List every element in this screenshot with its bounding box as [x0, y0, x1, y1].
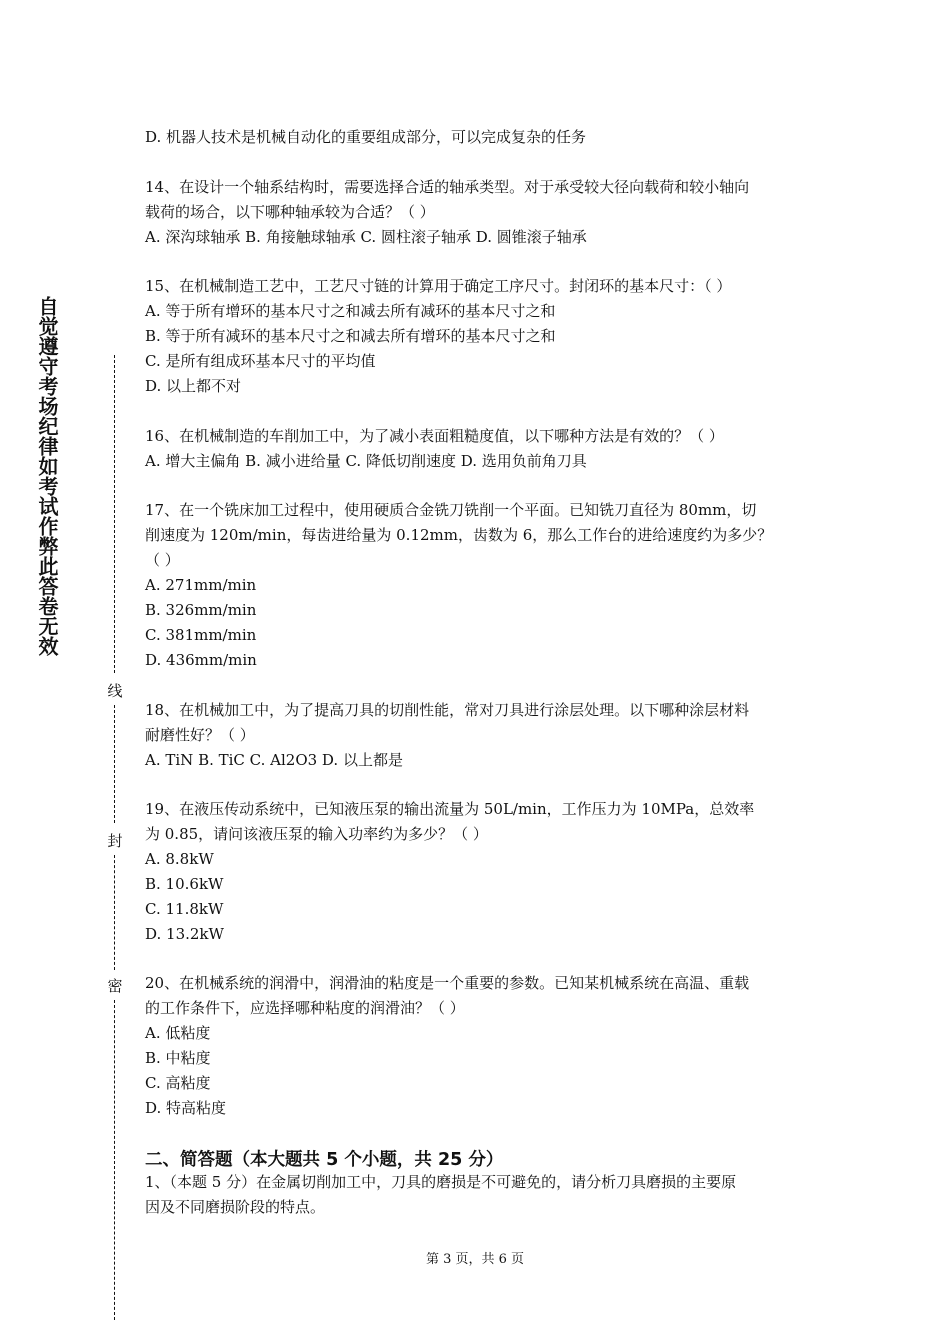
q16-options: A. 增大主偏角 B. 减小进给量 C. 降低切削速度 D. 选用负前角刀具 [145, 452, 587, 470]
exam-discipline-warning: 自觉遵守考场纪律如考试作弊此答卷无效 [35, 296, 59, 656]
q17-stem-line2: 削速度为 120m/min，每齿进给量为 0.12mm，齿数为 6，那么工作台的进给速度约为多少？ [145, 526, 773, 544]
q14-options: A. 深沟球轴承 B. 角接触球轴承 C. 圆柱滚子轴承 D. 圆锥滚子轴承 [145, 228, 587, 246]
q19-option-b: B. 10.6kW [145, 875, 224, 893]
q18-options: A. TiN B. TiC C. Al2O3 D. 以上都是 [145, 751, 403, 769]
q17-option-a: A. 271mm/min [145, 576, 257, 594]
q18-stem-line1: 18、在机械加工中，为了提高刀具的切削性能，常对刀具进行涂层处理。以下哪种涂层材料 [145, 701, 750, 719]
q15-option-c: C. 是所有组成环基本尺寸的平均值 [145, 352, 376, 370]
q15-option-d: D. 以上都不对 [145, 377, 242, 395]
q20-option-c: C. 高粘度 [145, 1074, 211, 1092]
binding-label-xian: 线 [107, 682, 123, 700]
q19-stem-line2: 为 0.85，请问该液压泵的输入功率约为多少？（ ） [145, 825, 488, 843]
q15-stem: 15、在机械制造工艺中，工艺尺寸链的计算用于确定工序尺寸。封闭环的基本尺寸：（ ） [145, 277, 732, 295]
short-answer-q1-line1: 1、（本题 5 分）在金属切削加工中，刀具的磨损是不可避免的，请分析刀具磨损的主要原 [145, 1173, 737, 1191]
binding-label-mi: 密 [107, 977, 123, 995]
q17-stem-line3: （ ） [145, 551, 180, 569]
q13-option-d: D. 机器人技术是机械自动化的重要组成部分，可以完成复杂的任务 [145, 128, 587, 146]
q15-option-a: A. 等于所有增环的基本尺寸之和减去所有减环的基本尺寸之和 [145, 302, 556, 320]
binding-dashed-line [114, 855, 115, 970]
q20-stem-line2: 的工作条件下，应选择哪种粘度的润滑油？（ ） [145, 999, 465, 1017]
binding-dashed-line [114, 1000, 115, 1320]
binding-dashed-line [114, 355, 115, 673]
q15-option-b: B. 等于所有减环的基本尺寸之和减去所有增环的基本尺寸之和 [145, 327, 556, 345]
q19-option-a: A. 8.8kW [145, 850, 214, 868]
q17-stem-line1: 17、在一个铣床加工过程中，使用硬质合金铣刀铣削一个平面。已知铣刀直径为 80mm，切 [145, 501, 757, 519]
page-number: 第 3 页，共 6 页 [425, 1252, 525, 1267]
q20-option-d: D. 特高粘度 [145, 1099, 227, 1117]
q19-option-c: C. 11.8kW [145, 900, 224, 918]
q19-stem-line1: 19、在液压传动系统中，已知液压泵的输出流量为 50L/min，工作压力为 10MPa，总效率 [145, 800, 755, 818]
q16-stem: 16、在机械制造的车削加工中，为了减小表面粗糙度值，以下哪种方法是有效的？（ ） [145, 427, 724, 445]
q20-option-b: B. 中粘度 [145, 1049, 211, 1067]
q18-stem-line2: 耐磨性好？（ ） [145, 726, 255, 744]
q17-option-d: D. 436mm/min [145, 651, 257, 669]
q20-option-a: A. 低粘度 [145, 1024, 211, 1042]
q20-stem-line1: 20、在机械系统的润滑中，润滑油的粘度是一个重要的参数。已知某机械系统在高温、重载 [145, 974, 750, 992]
q19-option-d: D. 13.2kW [145, 925, 224, 943]
section-title-short-answer: 二、简答题（本大题共 5 个小题，共 25 分） [145, 1150, 504, 1170]
q14-stem-line2: 载荷的场合，以下哪种轴承较为合适？（ ） [145, 203, 435, 221]
binding-label-feng: 封 [107, 832, 123, 850]
q17-option-b: B. 326mm/min [145, 601, 257, 619]
q14-stem-line1: 14、在设计一个轴系结构时，需要选择合适的轴承类型。对于承受较大径向载荷和较小轴向 [145, 178, 750, 196]
short-answer-q1-line2: 因及不同磨损阶段的特点。 [145, 1198, 326, 1216]
q17-option-c: C. 381mm/min [145, 626, 257, 644]
binding-dashed-line [114, 705, 115, 823]
